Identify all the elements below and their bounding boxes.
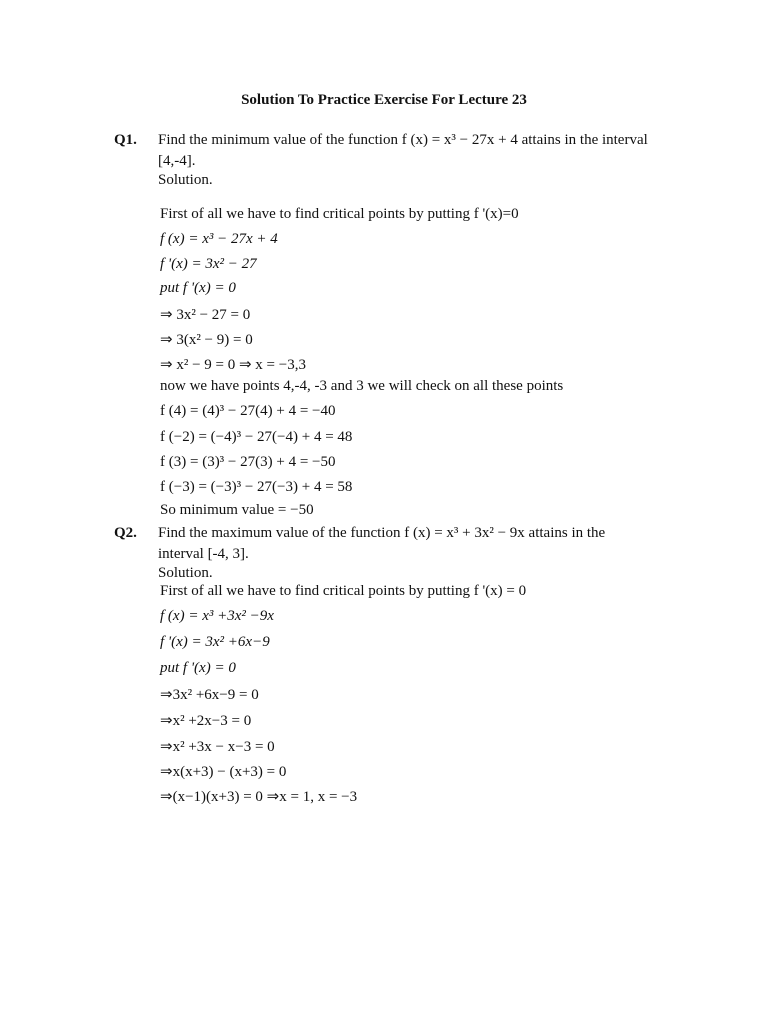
q2-step: put f '(x) = 0: [160, 660, 236, 676]
q1-solution-label: Solution.: [158, 172, 213, 188]
q1-step: ⇒ 3(x² − 9) = 0: [160, 332, 253, 348]
q2-label: Q2.: [114, 525, 137, 541]
q2-step: First of all we have to find critical points by putting f '(x) = 0: [160, 583, 527, 599]
q1-step: now we have points 4,-4, -3 and 3 we will check on all these points: [160, 378, 564, 394]
q2-step: ⇒(x−1)(x+3) = 0 ⇒x = 1, x = −3: [160, 789, 358, 805]
q2-solution-label: Solution.: [158, 565, 213, 581]
q1-question-line1: Find the minimum value of the function f (x) = x³ − 27x + 4 attains in the interval: [158, 132, 648, 148]
q2-question-line1: Find the maximum value of the function f (x) = x³ + 3x² − 9x attains in the: [158, 525, 606, 541]
q1-step: ⇒ 3x² − 27 = 0: [160, 307, 251, 323]
q2-step: ⇒x² +3x − x−3 = 0: [160, 739, 275, 755]
q2-step: f '(x) = 3x² +6x−9: [160, 634, 270, 650]
q1-step: put f '(x) = 0: [160, 280, 236, 296]
q2-step: f (x) = x³ +3x² −9x: [160, 608, 274, 624]
q2-step: ⇒x² +2x−3 = 0: [160, 713, 252, 729]
q2-step: ⇒3x² +6x−9 = 0: [160, 687, 259, 703]
q1-step: f (−2) = (−4)³ − 27(−4) + 4 = 48: [160, 429, 353, 445]
q1-step: f (x) = x³ − 27x + 4: [160, 231, 278, 247]
q2-step: ⇒x(x+3) − (x+3) = 0: [160, 764, 287, 780]
q1-question-line2: [4,-4].: [158, 153, 196, 169]
q1-step: First of all we have to find critical points by putting f '(x)=0: [160, 206, 519, 222]
q1-step: ⇒ x² − 9 = 0 ⇒ x = −3,3: [160, 357, 306, 373]
q2-question-line2: interval [-4, 3].: [158, 546, 249, 562]
q1-step: f (−3) = (−3)³ − 27(−3) + 4 = 58: [160, 479, 353, 495]
q1-label: Q1.: [114, 132, 137, 148]
page-title: Solution To Practice Exercise For Lecture 23: [241, 92, 527, 108]
q1-step: So minimum value = −50: [160, 502, 314, 518]
q1-step: f (3) = (3)³ − 27(3) + 4 = −50: [160, 454, 336, 470]
q1-step: f (4) = (4)³ − 27(4) + 4 = −40: [160, 403, 336, 419]
q1-step: f '(x) = 3x² − 27: [160, 256, 257, 272]
